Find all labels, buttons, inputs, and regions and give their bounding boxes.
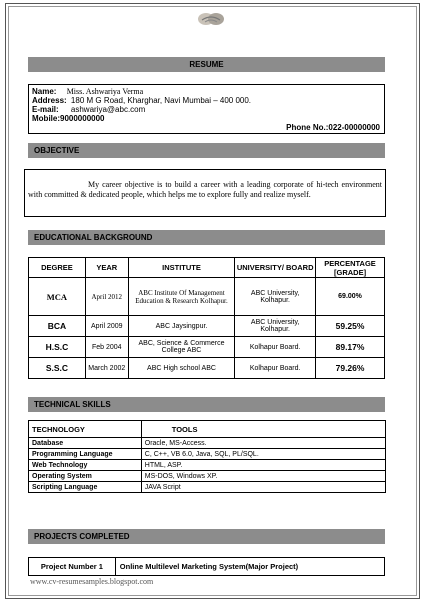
name-row: [32, 87, 143, 96]
footer-url-link[interactable]: www.cv-resumesamples.blogspot.com: [30, 577, 154, 586]
percentage-cell: 79.26%: [316, 358, 385, 379]
table-row: [29, 449, 386, 460]
address-label: Address:: [32, 96, 67, 105]
year-cell: April 2012: [85, 278, 128, 316]
education-col-degree: DEGREE: [29, 258, 86, 278]
address-row: [32, 96, 251, 105]
phone-row: [286, 123, 380, 132]
projects-heading: PROJECTS COMPLETED: [28, 529, 385, 544]
university-cell: ABC University, Kolhapur.: [235, 278, 316, 316]
technology-cell: Web Technology: [29, 460, 142, 471]
technology-cell: Database: [29, 438, 142, 449]
mobile-label: Mobile:: [32, 114, 60, 123]
contact-box: [28, 84, 385, 134]
technology-cell: Operating System: [29, 471, 142, 482]
year-cell: Feb 2004: [85, 337, 128, 358]
email-value[interactable]: ashwariya@abc.com: [70, 105, 146, 114]
address-value: 180 M G Road, Kharghar, Navi Mumbai – 400 000.: [70, 96, 252, 105]
resume-title-bar: RESUME: [28, 57, 385, 72]
project-title-cell: Online Multilevel Marketing System(Major Project): [115, 558, 384, 576]
tools-cell: Oracle, MS-Access.: [141, 438, 385, 449]
degree-cell: H.S.C: [29, 337, 86, 358]
name-label: Name:: [32, 87, 57, 96]
degree-cell: S.S.C: [29, 358, 86, 379]
education-col-university: UNIVERSITY/ BOARD: [235, 258, 316, 278]
institute-cell: ABC Institute Of Management Education & Research Kolhapur.: [128, 278, 235, 316]
table-row: [29, 438, 386, 449]
degree-cell: BCA: [29, 316, 86, 337]
education-col-percentage: PERCENTAGE [GRADE]: [316, 258, 385, 278]
technology-cell: Programming Language: [29, 449, 142, 460]
projects-table: [28, 557, 385, 576]
email-label: E-mail:: [32, 105, 59, 114]
education-col-year: YEAR: [85, 258, 128, 278]
table-row: [29, 278, 385, 316]
table-row: [29, 337, 385, 358]
project-number-cell: Project Number 1: [29, 558, 116, 576]
objective-box: [24, 169, 386, 217]
phone-label: Phone No.:: [286, 123, 329, 132]
institute-cell: ABC Jaysingpur.: [128, 316, 235, 337]
education-table: [28, 257, 385, 379]
institute-cell: ABC, Science & Commerce College ABC: [128, 337, 235, 358]
skills-table: [28, 420, 386, 493]
education-col-institute: INSTITUTE: [128, 258, 235, 278]
table-row: [29, 482, 386, 493]
handshake-icon: [196, 8, 226, 30]
percentage-cell: 89.17%: [316, 337, 385, 358]
table-row: [29, 558, 385, 576]
university-cell: Kolhapur Board.: [235, 358, 316, 379]
tools-cell: JAVA Script: [141, 482, 385, 493]
tools-cell: MS-DOS, Windows XP.: [141, 471, 385, 482]
mobile-row: [32, 114, 105, 123]
education-heading: EDUCATIONAL BACKGROUND: [28, 230, 385, 245]
table-row: [29, 471, 386, 482]
degree-cell: MCA: [29, 278, 86, 316]
skills-col-tools: TOOLS: [141, 421, 385, 438]
skills-heading: TECHNICAL SKILLS: [28, 397, 385, 412]
objective-text: My career objective is to build a career with a leading corporate of hi-tech environment with committed & dedicated people, which helps me to explore fully and realize myself.: [28, 180, 382, 199]
university-cell: ABC University, Kolhapur.: [235, 316, 316, 337]
tools-cell: C, C++, VB 6.0, Java, SQL, PL/SQL.: [141, 449, 385, 460]
percentage-cell: 69.00%: [316, 278, 385, 316]
year-cell: March 2002: [85, 358, 128, 379]
education-header-row: [29, 258, 385, 278]
year-cell: April 2009: [85, 316, 128, 337]
technology-cell: Scripting Language: [29, 482, 142, 493]
table-row: [29, 316, 385, 337]
table-row: [29, 358, 385, 379]
objective-heading: OBJECTIVE: [28, 143, 385, 158]
name-value: Miss. Ashwariya Verma: [66, 87, 144, 96]
university-cell: Kolhapur Board.: [235, 337, 316, 358]
skills-col-technology: TECHNOLOGY: [29, 421, 142, 438]
email-row: [32, 105, 145, 114]
institute-cell: ABC High school ABC: [128, 358, 235, 379]
table-row: [29, 460, 386, 471]
tools-cell: HTML, ASP.: [141, 460, 385, 471]
skills-header-row: [29, 421, 386, 438]
phone-value: 022-00000000: [328, 123, 380, 132]
percentage-cell: 59.25%: [316, 316, 385, 337]
mobile-value: 9000000000: [60, 114, 105, 123]
